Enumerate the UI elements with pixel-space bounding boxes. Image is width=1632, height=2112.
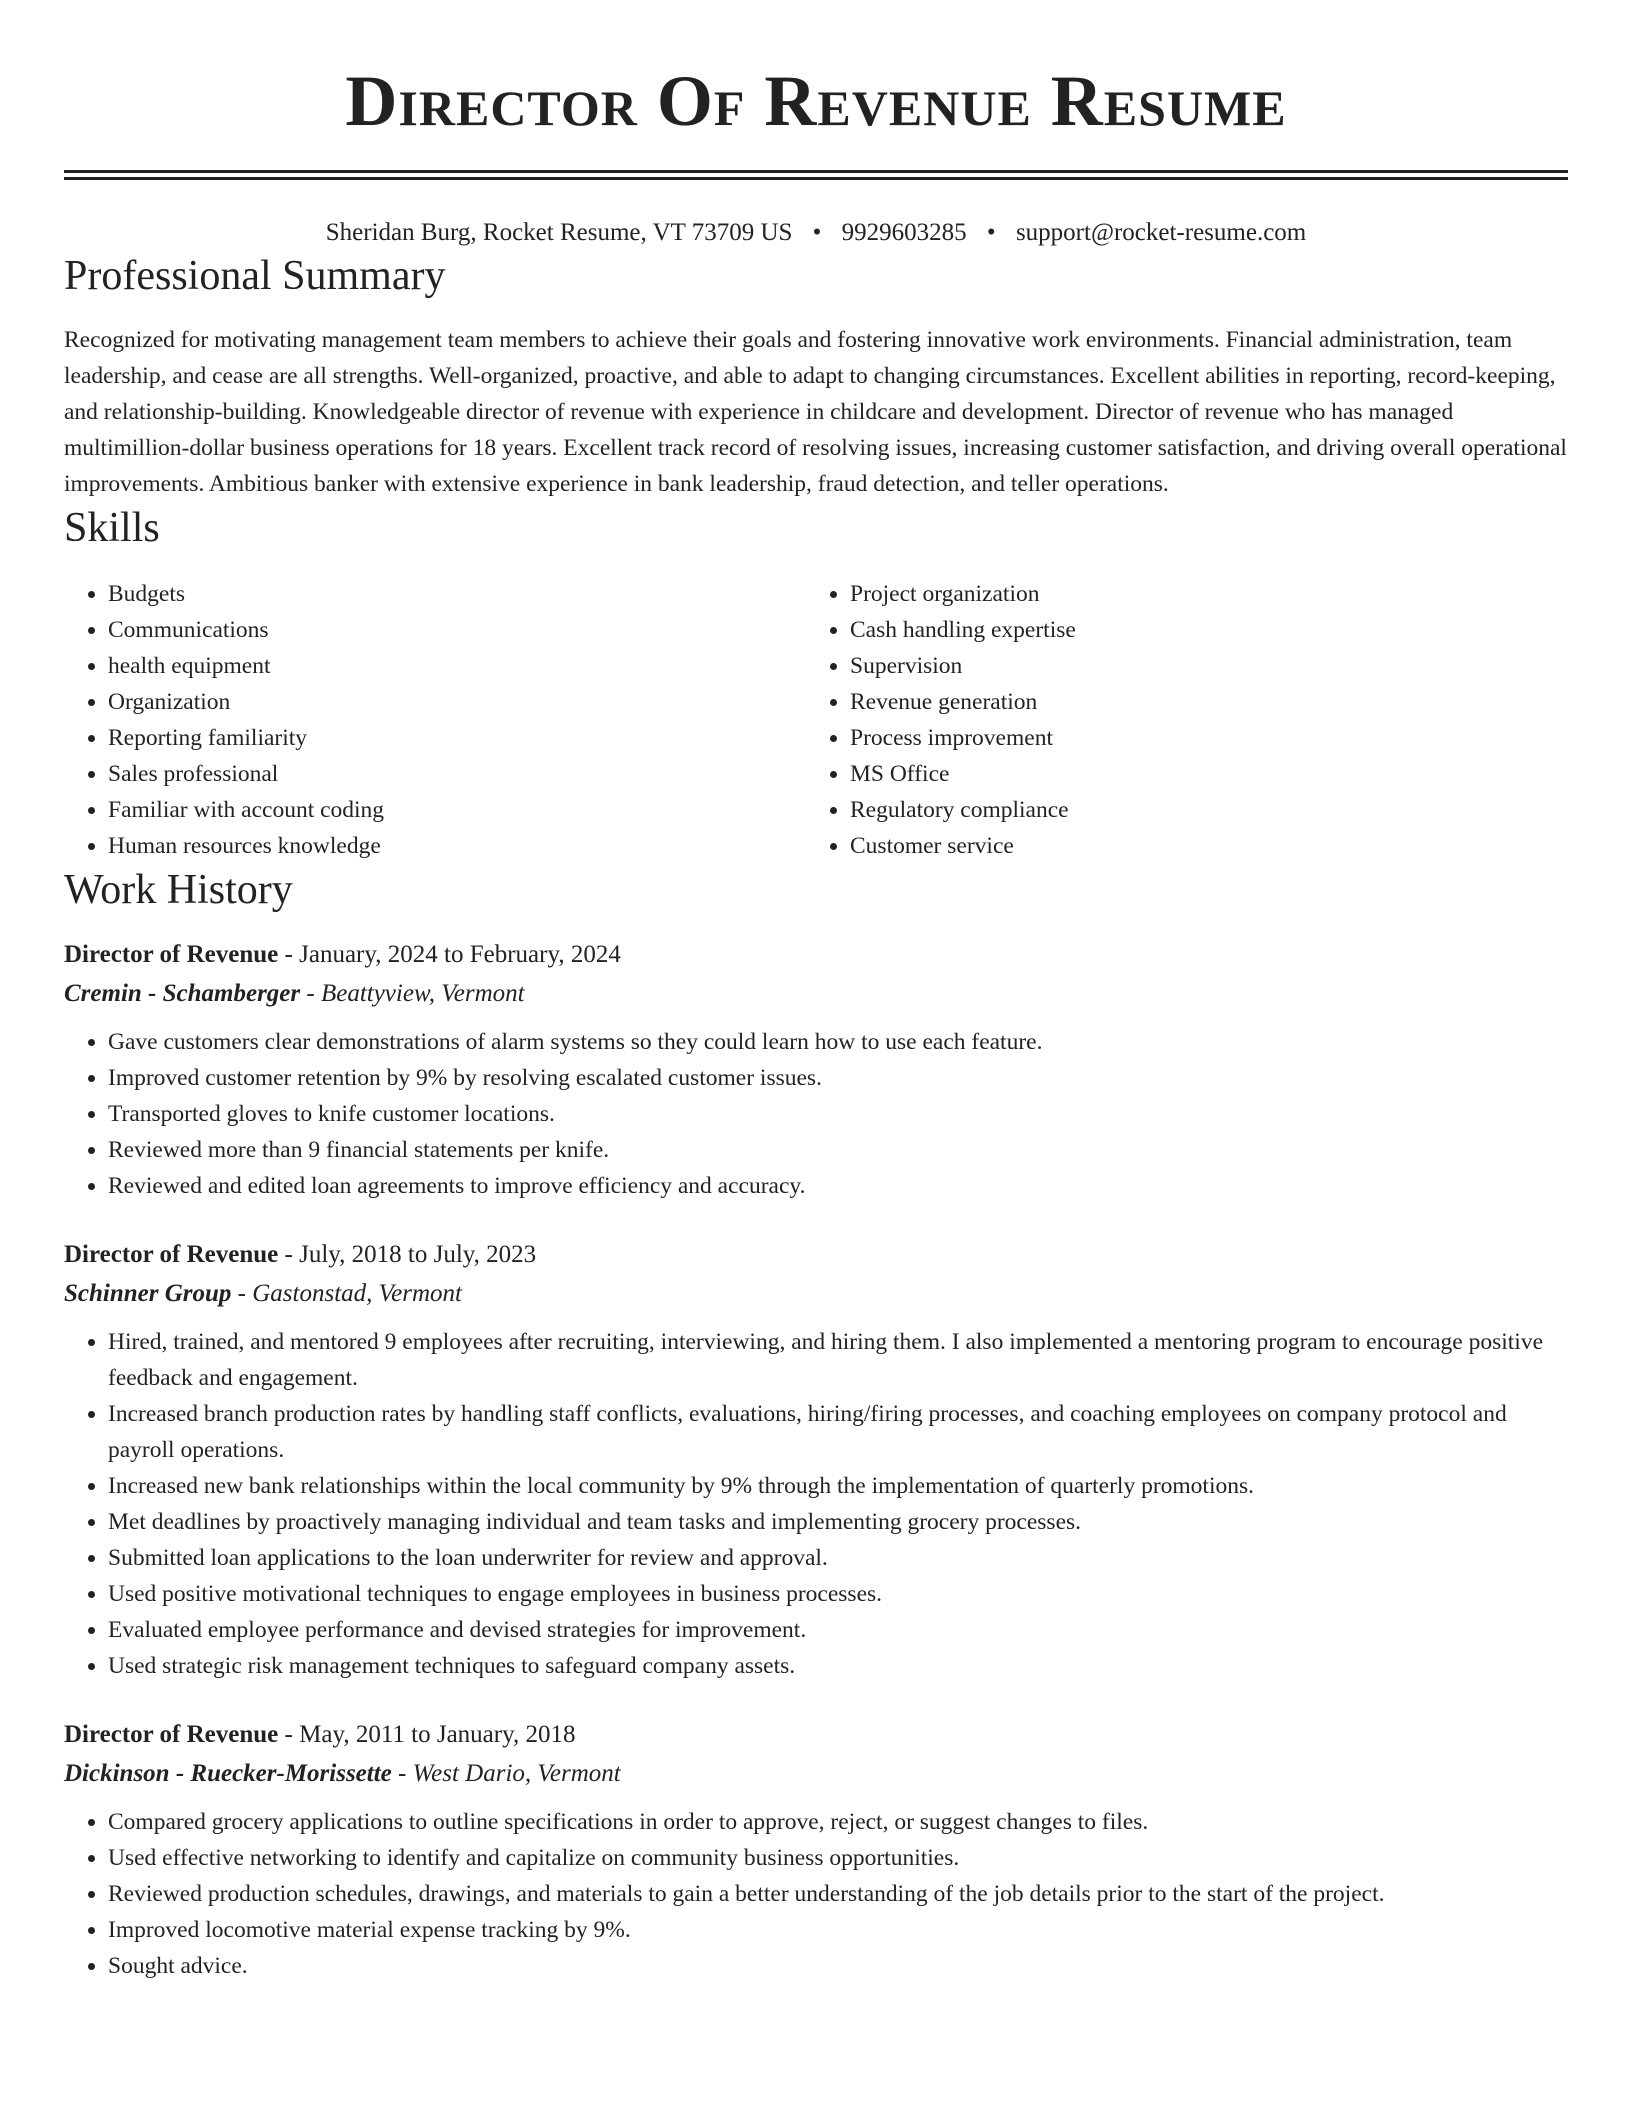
job-company: Schinner Group xyxy=(64,1280,232,1307)
job-entry xyxy=(64,1716,1568,1984)
job-bullets xyxy=(64,1804,1568,1984)
job-entry xyxy=(64,936,1568,1204)
job-bullet: • Improved locomotive material expense tracking by 9%. xyxy=(108,1912,1568,1948)
job-bullet: • Evaluated employee performance and devised strategies for improvement. xyxy=(108,1612,1568,1648)
job-bullet: • Reviewed and edited loan agreements to improve efficiency and accuracy. xyxy=(108,1168,1568,1204)
job-dates: January, 2024 to February, 2024 xyxy=(299,941,621,968)
job-bullet: • Improved customer retention by 9% by resolving escalated customer issues. xyxy=(108,1060,1568,1096)
job-dash: - xyxy=(278,1241,300,1268)
job-entry xyxy=(64,1236,1568,1684)
job-bullets xyxy=(64,1024,1568,1204)
job-location: Gastonstad, Vermont xyxy=(252,1280,462,1307)
contact-phone: 9929603285 xyxy=(841,219,967,246)
job-bullet: • Submitted loan applications to the loan underwriter for review and approval. xyxy=(108,1540,1568,1576)
skill-item: • Project organization xyxy=(850,576,1548,612)
job-dash: - xyxy=(278,941,300,968)
job-employer xyxy=(64,1754,1568,1794)
job-bullet: • Met deadlines by proactively managing individual and team tasks and implementing grocery processes. xyxy=(108,1504,1568,1540)
job-bullet: • Increased new bank relationships within the local community by 9% through the implementation of quarterly promotions. xyxy=(108,1468,1568,1504)
contact-line xyxy=(64,216,1568,250)
skills-heading: Skills xyxy=(64,505,160,551)
contact-separator: • xyxy=(986,219,996,246)
job-bullet: • Sought advice. xyxy=(108,1948,1568,1984)
job-dash: - xyxy=(278,1721,300,1748)
job-header xyxy=(64,1716,1568,1754)
job-employer xyxy=(64,1274,1568,1314)
skill-item: • Sales professional xyxy=(108,756,806,792)
summary-text: Recognized for motivating management team members to achieve their goals and fostering innovative work environments. Financial administration, team leadership, and cease are all strengths. Well-organized, proactive, and able to adapt to changing circumstances. Excellent abilities in reporting, record-keeping, and relationship-building. Knowledgeable director of revenue with experience in childcare and development. Director of revenue who has managed multimillion-dollar business operations for 18 years. Excellent track record of resolving issues, increasing customer satisfaction, and driving overall operational improvements. Ambitious banker with extensive experience in bank leadership, fraud detection, and teller operations. xyxy=(64,327,1567,497)
job-company: Dickinson - Ruecker-Morissette xyxy=(64,1760,392,1787)
skill-item: • Regulatory compliance xyxy=(850,792,1548,828)
title-divider xyxy=(64,170,1568,180)
job-bullet: • Transported gloves to knife customer locations. xyxy=(108,1096,1568,1132)
skill-item: • Human resources knowledge xyxy=(108,828,806,864)
skill-item: • Supervision xyxy=(850,648,1548,684)
skill-item: • Organization xyxy=(108,684,806,720)
job-bullet: • Compared grocery applications to outline specifications in order to approve, reject, or suggest changes to files. xyxy=(108,1804,1568,1840)
job-bullets xyxy=(64,1324,1568,1684)
job-dash: - xyxy=(391,1760,413,1787)
skill-item: • Customer service xyxy=(850,828,1548,864)
job-role: Director of Revenue xyxy=(64,1241,279,1268)
skill-item: • Budgets xyxy=(108,576,806,612)
skill-item: • Revenue generation xyxy=(850,684,1548,720)
skills-columns xyxy=(64,576,1568,864)
job-location: West Dario, Vermont xyxy=(412,1760,621,1787)
job-dates: July, 2018 to July, 2023 xyxy=(299,1241,537,1268)
contact-separator: • xyxy=(812,219,822,246)
job-bullet: • Hired, trained, and mentored 9 employees after recruiting, interviewing, and hiring them. I also implemented a mentoring program to encourage positive feedback and engagement. xyxy=(108,1324,1568,1396)
job-role: Director of Revenue xyxy=(64,941,279,968)
contact-email: support@rocket-resume.com xyxy=(1015,219,1307,246)
skill-item: • MS Office xyxy=(850,756,1548,792)
summary-heading: Professional Summary xyxy=(64,253,446,299)
job-bullet: • Reviewed production schedules, drawings, and materials to gain a better understanding of the job details prior to the start of the project. xyxy=(108,1876,1568,1912)
job-employer xyxy=(64,974,1568,1014)
job-dash: - xyxy=(231,1280,253,1307)
job-bullet: • Gave customers clear demonstrations of alarm systems so they could learn how to use each feature. xyxy=(108,1024,1568,1060)
job-dates: May, 2011 to January, 2018 xyxy=(299,1721,576,1748)
job-header xyxy=(64,936,1568,974)
job-bullet: • Increased branch production rates by handling staff conflicts, evaluations, hiring/firing processes, and coaching employees on company protocol and payroll operations. xyxy=(108,1396,1568,1468)
job-bullet: • Used positive motivational techniques to engage employees in business processes. xyxy=(108,1576,1568,1612)
work-history-heading: Work History xyxy=(64,867,293,913)
skill-item: • Communications xyxy=(108,612,806,648)
skill-item: • Process improvement xyxy=(850,720,1548,756)
job-company: Cremin - Schamberger xyxy=(64,980,301,1007)
job-location: Beattyview, Vermont xyxy=(320,980,525,1007)
skills-list-right xyxy=(806,576,1548,864)
job-dash: - xyxy=(300,980,321,1007)
skill-item: • health equipment xyxy=(108,648,806,684)
contact-address: Sheridan Burg, Rocket Resume, VT 73709 US xyxy=(325,219,793,246)
skill-item: • Reporting familiarity xyxy=(108,720,806,756)
page-title: Director Of Revenue Resume xyxy=(345,61,1287,141)
skill-item: • Familiar with account coding xyxy=(108,792,806,828)
job-bullet: • Used effective networking to identify and capitalize on community business opportunities. xyxy=(108,1840,1568,1876)
job-role: Director of Revenue xyxy=(64,1721,279,1748)
job-bullet: • Reviewed more than 9 financial statements per knife. xyxy=(108,1132,1568,1168)
skills-list-left xyxy=(64,576,806,864)
job-bullet: • Used strategic risk management techniques to safeguard company assets. xyxy=(108,1648,1568,1684)
skill-item: • Cash handling expertise xyxy=(850,612,1548,648)
job-header xyxy=(64,1236,1568,1274)
